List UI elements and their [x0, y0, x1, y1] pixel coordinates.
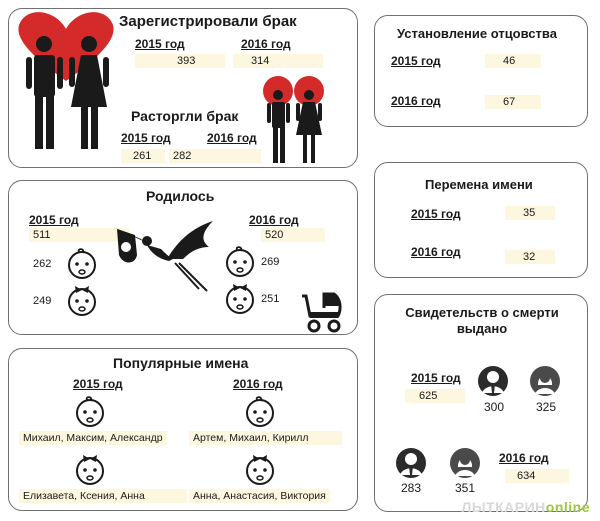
deaths-total-2015: 625 [405, 389, 465, 403]
marriage-value-2016: 314 [233, 54, 323, 68]
baby-girl-icon [223, 282, 257, 321]
paternity-value-2015: 46 [485, 54, 541, 68]
name-change-value-2016: 32 [505, 250, 555, 264]
paternity-value-2016: 67 [485, 95, 541, 109]
name-change-title: Перемена имени [425, 177, 533, 192]
popular-names-panel [8, 348, 358, 511]
marriage-year-2015: 2015 год [135, 37, 185, 51]
divorce-year-2016: 2016 год [207, 131, 257, 145]
watermark-prefix: ЛЫТКАРИН [461, 499, 546, 515]
deaths-year-2015: 2015 год [411, 371, 461, 385]
woman-avatar-icon [529, 365, 561, 402]
name-change-value-2015: 35 [505, 206, 555, 220]
name-change-year-2015: 2015 год [411, 207, 461, 221]
baby-boy-icon [243, 395, 277, 434]
stork-icon [109, 219, 219, 304]
baby-boy-icon [65, 247, 99, 286]
woman-avatar-icon [449, 447, 481, 484]
name-change-year-2016: 2016 год [411, 245, 461, 259]
divorced-couple-icon [261, 75, 331, 172]
marriage-divorce-panel [8, 8, 358, 168]
births-year-2016: 2016 год [249, 213, 299, 227]
births-year-2015: 2015 год [29, 213, 79, 227]
deaths-women-2015: 325 [536, 400, 557, 414]
popular-girls-names-2016: Анна, Анастасия, Виктория [189, 489, 330, 503]
stroller-icon [294, 286, 350, 339]
man-avatar-icon [477, 365, 509, 402]
deaths-men-2016: 283 [401, 481, 422, 495]
man-avatar-icon [395, 447, 427, 484]
watermark-suffix: online [545, 499, 590, 515]
site-watermark [462, 499, 590, 515]
marriage-title: Зарегистрировали брак [119, 13, 297, 30]
marriage-year-2016: 2016 год [241, 37, 291, 51]
births-boys-2015: 262 [33, 258, 52, 270]
deaths-total-2016: 634 [505, 469, 569, 483]
births-title: Родилось [146, 188, 215, 204]
births-girls-2016: 251 [261, 293, 280, 305]
deaths-men-2015: 300 [484, 400, 505, 414]
paternity-year-2015: 2015 год [391, 54, 441, 68]
births-total-2016: 520 [261, 228, 325, 242]
births-girls-2015: 249 [33, 295, 52, 307]
divorce-value-2016: 282 [169, 149, 261, 163]
paternity-panel [374, 15, 588, 127]
deaths-year-2016: 2016 год [499, 451, 549, 465]
popular-names-year-2015: 2015 год [73, 377, 123, 391]
popular-boys-names-2016: Артем, Михаил, Кирилл [189, 431, 342, 445]
baby-girl-icon [243, 453, 277, 492]
name-change-panel [374, 162, 588, 278]
paternity-year-2016: 2016 год [391, 94, 441, 108]
paternity-title: Установление отцовства [397, 26, 557, 41]
divorce-year-2015: 2015 год [121, 131, 171, 145]
popular-names-year-2016: 2016 год [233, 377, 283, 391]
births-boys-2016: 269 [261, 256, 280, 268]
baby-girl-icon [65, 284, 99, 323]
couple-heart-icon [11, 11, 121, 166]
death-certificates-title: Свидетельств о смерти выдано [405, 305, 559, 336]
baby-boy-icon [73, 395, 107, 434]
popular-boys-names-2015: Михаил, Максим, Александр [19, 431, 167, 445]
baby-boy-icon [223, 245, 257, 284]
popular-girls-names-2015: Елизавета, Ксения, Анна [19, 489, 187, 503]
baby-girl-icon [73, 453, 107, 492]
deaths-women-2016: 351 [455, 481, 476, 495]
death-certificates-panel [374, 294, 588, 512]
births-total-2015: 511 [29, 228, 129, 242]
divorce-value-2015: 261 [121, 149, 165, 163]
divorce-title: Расторгли брак [131, 108, 239, 124]
popular-names-title: Популярные имена [113, 355, 249, 371]
marriage-value-2015: 393 [135, 54, 225, 68]
